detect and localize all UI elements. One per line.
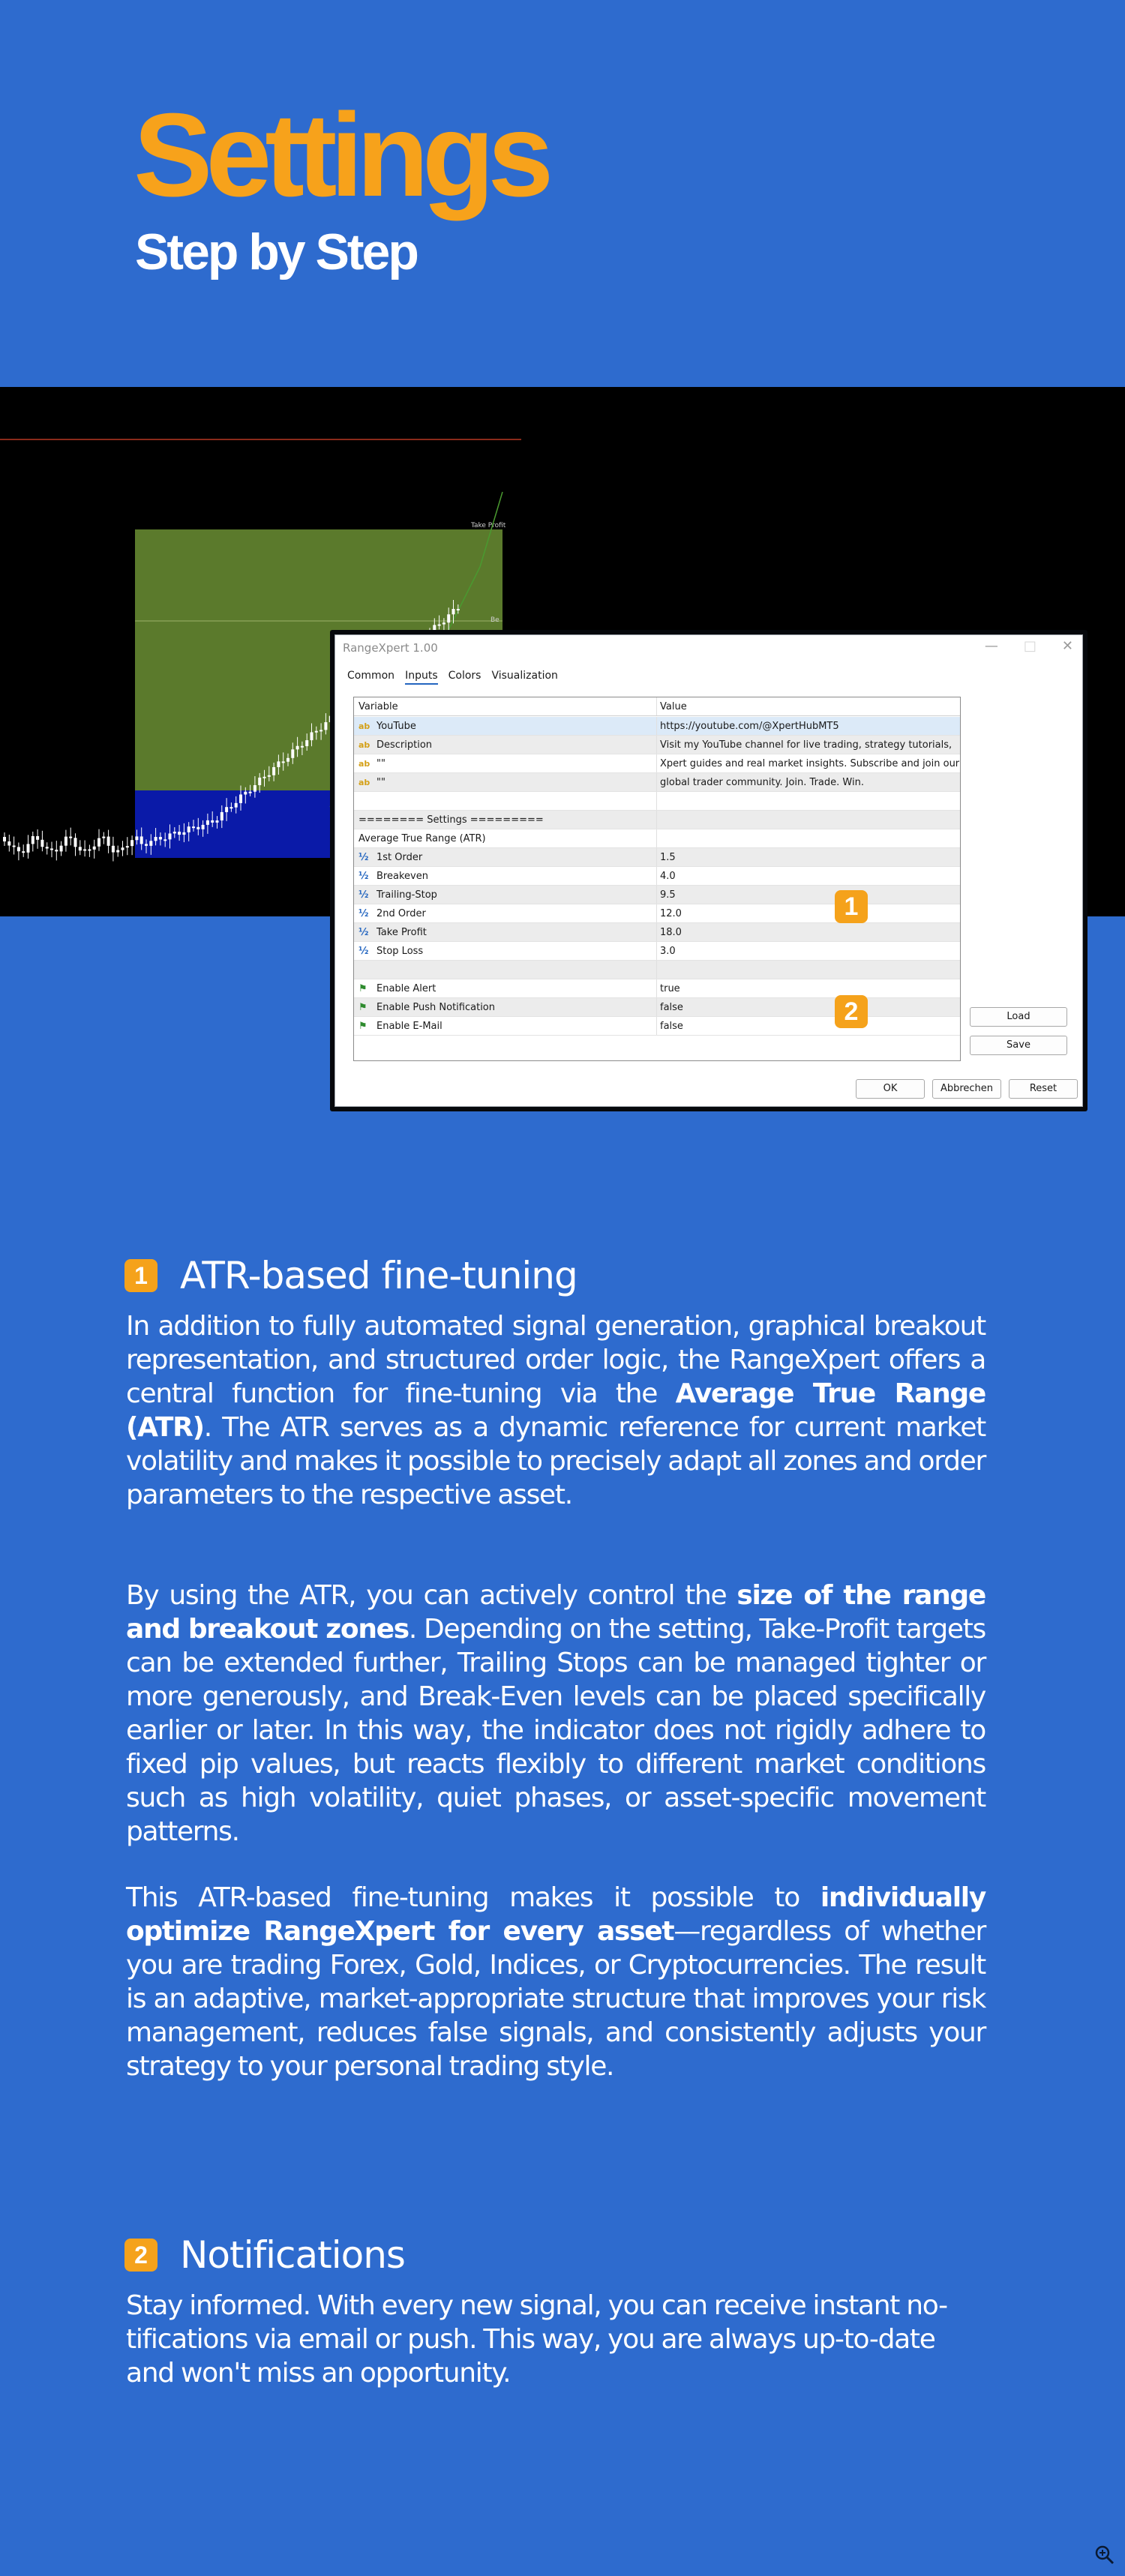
table-row[interactable]: [354, 1017, 960, 1036]
emphasis-text: individually optimize RangeXpert for every asset: [126, 1882, 986, 1947]
candle-body: [22, 851, 25, 853]
table-row[interactable]: [354, 773, 960, 792]
variable-cell: [354, 811, 657, 829]
string-type-icon: ab: [358, 777, 370, 787]
ok-button[interactable]: OK: [856, 1079, 925, 1099]
candle-body: [206, 820, 209, 825]
variable-name: Enable Alert: [376, 982, 436, 994]
variable-name: Stop Loss: [376, 945, 424, 957]
marker-1: 1: [835, 890, 868, 923]
cancel-button[interactable]: Abbrechen: [932, 1079, 1001, 1099]
candle-body: [324, 722, 327, 730]
string-type-icon: ab: [358, 739, 370, 750]
table-row[interactable]: [354, 942, 960, 961]
bool-type-icon: ⚑: [358, 982, 368, 994]
double-type-icon: ½: [358, 889, 369, 901]
section-1-badge: 1: [124, 1259, 158, 1292]
candle-body: [130, 840, 134, 846]
candle-body: [272, 767, 275, 775]
variable-cell: [354, 773, 657, 791]
variable-name: Trailing-Stop: [376, 889, 437, 901]
value-cell[interactable]: false: [660, 1002, 683, 1013]
section-1-heading: [124, 1254, 578, 1297]
double-type-icon: ½: [358, 907, 369, 919]
value-cell[interactable]: global trader community. Join. Trade. Win.: [660, 777, 864, 788]
candle-body: [320, 730, 322, 731]
value-cell[interactable]: [657, 961, 960, 979]
variable-name: "": [376, 776, 386, 788]
settings-dialog: [334, 634, 1083, 1107]
value-cell[interactable]: [657, 829, 960, 847]
double-type-icon: ½: [358, 851, 369, 863]
emphasis-text: Average True Range (ATR): [126, 1378, 986, 1443]
candle-body: [79, 847, 82, 850]
string-type-icon: ab: [358, 758, 370, 769]
candle-body: [202, 825, 205, 829]
candle-body: [107, 837, 110, 846]
tab-common[interactable]: Common: [347, 670, 395, 682]
be-label: Be: [490, 616, 500, 624]
reset-button[interactable]: Reset: [1009, 1079, 1078, 1099]
value-cell[interactable]: 18.0: [660, 927, 682, 938]
variable-name: Breakeven: [376, 870, 428, 882]
value-cell[interactable]: Visit my YouTube channel for live trading, strategy tutorials,: [660, 739, 952, 751]
table-row[interactable]: [354, 754, 960, 773]
value-cell[interactable]: 12.0: [660, 908, 682, 919]
candle-body: [452, 609, 455, 614]
variable-cell: [354, 867, 657, 885]
candle-body: [196, 827, 200, 829]
candle-body: [145, 844, 148, 845]
candle-body: [50, 848, 53, 850]
variable-cell: [354, 923, 657, 941]
value-cell[interactable]: https://youtube.com/@XpertHubMT5: [660, 721, 839, 732]
candle-body: [64, 837, 68, 846]
double-type-icon: ½: [358, 945, 369, 957]
candle-body: [46, 847, 49, 848]
table-row[interactable]: [354, 867, 960, 886]
variable-cell: [354, 961, 657, 979]
candle-body: [8, 841, 10, 845]
section-2-heading: [124, 2233, 405, 2277]
bool-type-icon: ⚑: [358, 1020, 368, 1032]
candle-body: [447, 614, 450, 622]
hero-subtitle: Step by Step: [135, 223, 417, 280]
table-row[interactable]: [354, 886, 960, 904]
candle-body: [438, 625, 441, 626]
candle-body: [282, 761, 285, 763]
table-header: [354, 697, 960, 716]
table-row[interactable]: [354, 829, 960, 848]
candle-body: [159, 837, 162, 839]
variable-cell: [354, 1017, 657, 1035]
candle-body: [17, 847, 20, 851]
section-2-paragraph-1: Stay informed. With every new signal, you can receive instant no-tifications via email or push. This way, you are always up-to-date and won't miss an opportunity.: [126, 2290, 947, 2389]
variable-name: 1st Order: [376, 851, 423, 863]
value-cell[interactable]: true: [660, 983, 680, 994]
header-value: Value: [660, 701, 687, 712]
candle-body: [192, 826, 195, 828]
candle-body: [88, 849, 91, 850]
table-row[interactable]: [354, 998, 960, 1017]
value-cell[interactable]: 9.5: [660, 889, 676, 901]
variable-cell: [354, 792, 657, 810]
candle-body: [301, 746, 304, 748]
section-2-title: Notifications: [180, 2233, 405, 2277]
variable-cell: [354, 998, 657, 1016]
candle-body: [169, 833, 172, 839]
candle-body: [13, 845, 16, 847]
variable-cell: [354, 942, 657, 960]
candle-body: [296, 746, 299, 750]
candle-body: [315, 731, 318, 733]
table-row[interactable]: [354, 904, 960, 923]
candle-body: [74, 838, 77, 847]
emphasis-text: size of the range and breakout zones: [126, 1580, 986, 1645]
candle-body: [135, 836, 138, 840]
variable-name: "": [376, 757, 386, 769]
candle-body: [305, 740, 308, 746]
bool-type-icon: ⚑: [358, 1001, 368, 1013]
variable-cell: [354, 979, 657, 997]
variable-name: YouTube: [376, 720, 416, 732]
dialog-tabs: [347, 670, 558, 685]
zoom-icon[interactable]: [1094, 2545, 1115, 2566]
section-1-paragraph-1: In addition to fully automated signal generation, graphical breakout representation, and structured order logic, the RangeXpert offers a central function for fine-tuning via the Average True Range (ATR). The ATR serves as a dynamic reference for current market volatility and makes it possible to precisely adapt all zones and order parameters to the respective asset.: [126, 1311, 986, 1510]
candle-body: [244, 792, 247, 795]
value-cell[interactable]: [657, 811, 960, 829]
variable-name: Average True Range (ATR): [358, 832, 486, 844]
maximize-icon: □: [1023, 638, 1036, 654]
string-type-icon: ab: [358, 721, 370, 731]
value-cell[interactable]: 3.0: [660, 946, 676, 957]
load-button[interactable]: Load: [970, 1007, 1067, 1027]
candle-body: [164, 839, 166, 841]
candle-body: [220, 812, 224, 820]
candle-body: [235, 803, 238, 808]
candle-body: [188, 826, 190, 832]
section-2-badge: 2: [124, 2239, 158, 2272]
table-row[interactable]: [354, 923, 960, 942]
variable-cell: [354, 736, 657, 754]
marker-2: 2: [835, 995, 868, 1028]
candle-body: [225, 807, 228, 812]
candle-body: [36, 836, 39, 840]
candle-body: [149, 841, 152, 846]
candle-body: [3, 837, 6, 841]
minimize-icon[interactable]: —: [984, 638, 998, 654]
variable-name: Enable E-Mail: [376, 1020, 442, 1032]
candle-body: [310, 732, 314, 740]
variable-name: Description: [376, 739, 433, 751]
dialog-title: RangeXpert 1.00: [343, 641, 438, 655]
close-icon[interactable]: ✕: [1061, 638, 1073, 654]
candle-body: [40, 840, 44, 847]
section-1-title: ATR-based fine-tuning: [180, 1254, 578, 1297]
candle-body: [126, 846, 129, 847]
candle-body: [216, 820, 219, 823]
table-row[interactable]: [354, 736, 960, 754]
hero-title: Settings: [134, 89, 548, 221]
candle-body: [268, 775, 271, 777]
candle-body: [69, 837, 72, 838]
variable-name: 2nd Order: [376, 907, 426, 919]
double-type-icon: ½: [358, 926, 369, 938]
value-cell[interactable]: 1.5: [660, 852, 676, 863]
variable-cell: [354, 754, 657, 772]
variable-cell: [354, 848, 657, 866]
candle-body: [102, 837, 105, 838]
tab-visualization[interactable]: Visualization: [491, 670, 558, 682]
save-button[interactable]: Save: [970, 1036, 1067, 1055]
candle-body: [230, 807, 232, 808]
candle-body: [32, 836, 34, 844]
table-row[interactable]: [354, 717, 960, 736]
table-row[interactable]: [354, 792, 960, 811]
candle-body: [457, 609, 460, 610]
table-row[interactable]: [354, 961, 960, 979]
candle-body: [60, 846, 63, 852]
take-profit-label: Take Profit: [471, 522, 506, 529]
candle-body: [286, 758, 290, 762]
candle-body: [116, 850, 119, 853]
variable-cell: [354, 829, 657, 847]
candle-body: [211, 820, 214, 823]
candle-body: [258, 778, 261, 785]
candle-body: [173, 832, 176, 833]
candle-body: [98, 838, 100, 847]
value-cell[interactable]: false: [660, 1021, 683, 1032]
candle-body: [154, 837, 158, 841]
candle-body: [83, 849, 86, 850]
table-row[interactable]: [354, 848, 960, 867]
double-type-icon: ½: [358, 870, 369, 882]
candle-body: [93, 847, 96, 850]
variable-name: ======== Settings =========: [358, 814, 544, 826]
candle-body: [291, 749, 294, 757]
window-controls: [985, 638, 1073, 654]
candle-body: [239, 794, 242, 802]
candle-body: [254, 785, 256, 792]
value-cell[interactable]: 4.0: [660, 871, 676, 882]
variable-cell: [354, 904, 657, 922]
candle-body: [27, 844, 30, 852]
inputs-table: [353, 697, 961, 1061]
variable-cell: [354, 886, 657, 904]
variable-name: Enable Push Notification: [376, 1001, 495, 1013]
candle-body: [263, 777, 266, 778]
candle-body: [277, 761, 280, 767]
tab-inputs[interactable]: Inputs: [405, 670, 438, 685]
candle-body: [112, 846, 115, 853]
table-row[interactable]: [354, 811, 960, 829]
section-1-paragraph-3: This ATR-based fine-tuning makes it possible to individually optimize RangeXpert for every asset—regardless of whether you are trading Forex, Gold, Indices, or Cryptocurrencies. The result is an adaptive, market-appropriate structure that improves your risk management, reduces false signals, and consistently adjusts your strategy to your personal trading style.: [126, 1882, 986, 2082]
candle-body: [178, 832, 181, 835]
candle-body: [442, 622, 446, 624]
table-row[interactable]: [354, 979, 960, 998]
section-1-paragraph-2: By using the ATR, you can actively control the size of the range and breakout zones. Depending on the setting, Take-Profit targets can be extended further, Trailing Stops can be managed tighter or more generously, and Break-Even levels can be placed specifically earlier or later. In this way, the indicator does not rigidly adhere to fixed pip values, but reacts flexibly to different market conditions such as high volatility, quiet phases, or asset-specific movement patterns.: [126, 1580, 986, 1847]
variable-name: Take Profit: [376, 926, 427, 938]
candle-body: [182, 832, 185, 835]
candle-body: [249, 792, 252, 793]
tab-colors[interactable]: Colors: [448, 670, 482, 682]
value-cell[interactable]: Xpert guides and real market insights. Subscribe and join our: [660, 758, 960, 769]
variable-cell: [354, 717, 657, 735]
candle-body: [122, 847, 124, 850]
value-cell[interactable]: [657, 792, 960, 810]
header-variable: Variable: [354, 697, 657, 715]
candle-body: [140, 836, 143, 844]
candle-body: [55, 850, 58, 851]
